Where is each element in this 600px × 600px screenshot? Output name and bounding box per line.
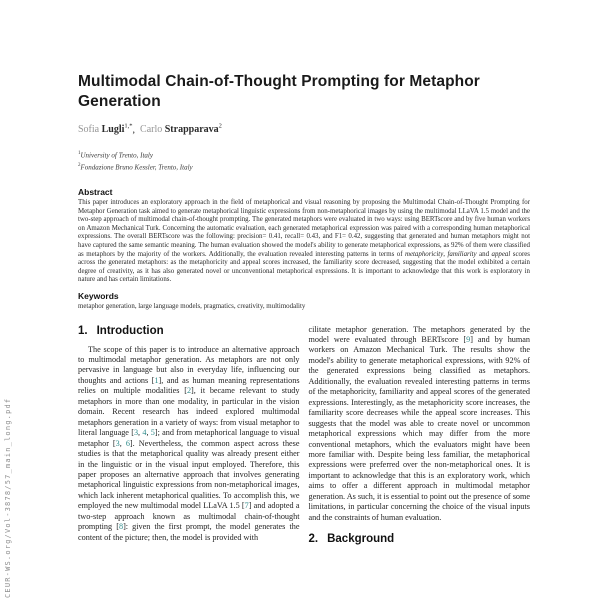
author-1	[78, 124, 133, 135]
keywords-heading: Keywords	[78, 290, 119, 301]
affiliation-2-marker: 2	[78, 162, 81, 168]
citation-link[interactable]: 5	[150, 428, 155, 438]
citation-link[interactable]: 8	[118, 522, 124, 532]
affiliation-1-text: University of Trento, Italy	[80, 151, 153, 160]
author-2-surname: Strapparava	[164, 124, 219, 136]
section-1-heading	[78, 325, 300, 337]
intro-paragraph-left: The scope of this paper is to introduce an alternative approach to multimodal metaphor generation. As metaphors are not only pervasive in language but also in everyday life, influencing our thoughts and actions [1], and as human meaning representations relies on multiple modalities [2], it became relevant to study metaphors in more than one modality, in particular in the vision domain. Recent research has indeed explored multimodal metaphors generation in a variety of ways: from visual metaphor to literal language [3, 4, 5]; and from metaphorical language to visual metaphor [3, 6]. Nevertheless, the common aspect across these studies is that the metaphorical quality was already present either in the linguistic or in the visual input employed. Therefore, this paper proposes an alternative approach that involves generating metaphorical linguistic expressions from non-metaphorical images, which lack inherent metaphorical qualities. To accomplish this, we employed the new multimodal model LLaVA 1.5 [7] and adopted a two-step approach known as multimodal chain-of-thought prompting [8]: given the first prompt, the model generates the content of the picture; then, the model is provided with	[78, 344, 300, 542]
left-column	[78, 325, 300, 546]
affiliation-2	[78, 161, 530, 172]
affiliation-1	[78, 149, 530, 160]
abstract-heading: Abstract	[78, 186, 113, 197]
citation-link[interactable]: 2	[186, 386, 192, 396]
right-column	[309, 325, 531, 546]
keywords-section	[78, 291, 530, 312]
affiliation-2-text: Fondazione Bruno Kessler, Trento, Italy	[80, 162, 193, 171]
citation-link[interactable]: 6	[125, 438, 130, 448]
author-separator: ,	[132, 124, 141, 136]
citation-link[interactable]: 3	[133, 428, 139, 438]
section-2-number: 2.	[308, 533, 319, 546]
citation-link[interactable]: 9	[466, 334, 471, 344]
keywords-body: metaphor generation, large language models, pragmatics, creativity, multimodality	[78, 302, 306, 310]
citation-link[interactable]: 7	[244, 501, 249, 511]
two-column-body	[78, 325, 530, 546]
intro-paragraph-right: cilitate metaphor generation. The metaphors generated by the model were evaluated through BERTscore [9] and by human workers on Amazon Mechanical Turk. The results show the model's ability to generate metaphorical expressions, with 92% of the generated expressions being classified as metaphors. Additionally, the evaluation revealed interesting patterns in terms of the metaphoricity, familiarity and appeal scores of the generated expressions. Interestingly, as the metaphoricity score increases, the familiarity score decreases while the appeal score increases. This suggests that the model was able to create novel or uncommon metaphorical expressions which may differ from the more conventional metaphors, which the evaluators might have been more familiar with. Despite being less familiar, the metaphorical expressions were preferred over the non-metaphorical ones. It is important to acknowledge that this is an exploratory work, which aims to offer a different approach in multimodal metaphor generation. As such, it is essential to point out the presence of some limitations, in particular concerning the choice of the visual inputs and the constraints of human evaluation.	[308, 324, 530, 522]
abstract-section	[78, 187, 530, 285]
paper-content	[78, 0, 530, 545]
author-1-given: Sofia	[78, 124, 100, 136]
author-1-surname: Lugli	[101, 124, 125, 136]
citation-link[interactable]: 3	[115, 438, 120, 448]
affiliations	[78, 149, 530, 172]
author-2-superscript: 2	[218, 123, 222, 130]
author-line	[78, 123, 530, 135]
author-1-superscript: 1,*	[124, 123, 133, 130]
page-title: Multimodal Chain-of-Thought Prompting for Metaphor Generation	[78, 73, 480, 110]
abstract-body: This paper introduces an exploratory approach in the field of metaphorical and visual reasoning by proposing the Multimodal Chain-of-Thought Prompting for Metaphor Generation task aimed to generate metaphorical linguistic expressions from non-metaphorical images by using the multimodal LLaVA 1.5 model and the two-step approach of multimodal chain-of-thought prompting. The generated metaphors were evaluated in two ways: using BERTscore and by five human workers on Amazon Mechanical Turk. Concerning the automatic evaluation, each generated metaphorical expression was paired with a corresponding human metaphorical expressions. The overall BERTscore was the following: precision= 0.41, recall= 0.43, and F1= 0.42, suggesting that generated and human metaphors might not have captured the same semantic meaning. The human evaluation showed the model's ability to generate metaphorical expressions, as 92% of them were classified as metaphors by the majority of the workers. Additionally, the evaluation revealed interesting patterns in terms of metaphoricity, familiarity and appeal scores across the generated metaphors: as the metaphoricity and appeal scores increased, the familiarity score decreased, suggesting that the model exhibited a certain degree of creativity, as it has also generated novel or unconventional metaphorical expressions. It is important to acknowledge that this work is exploratory in nature and has certain limitations.	[78, 198, 530, 284]
citation-link[interactable]: 1	[154, 375, 159, 385]
citation-link[interactable]: 4	[142, 428, 147, 438]
affiliation-1-marker: 1	[78, 151, 81, 157]
author-2	[140, 124, 222, 135]
section-2-title: Background	[327, 533, 395, 546]
section-2-heading	[309, 533, 531, 545]
section-1-number: 1.	[78, 324, 88, 337]
author-2-given: Carlo	[140, 124, 163, 136]
sidebar-watermark: CEUR-WS.org/Vol-3878/57_main_long.pdf	[4, 397, 12, 598]
section-1-title: Introduction	[96, 324, 164, 337]
